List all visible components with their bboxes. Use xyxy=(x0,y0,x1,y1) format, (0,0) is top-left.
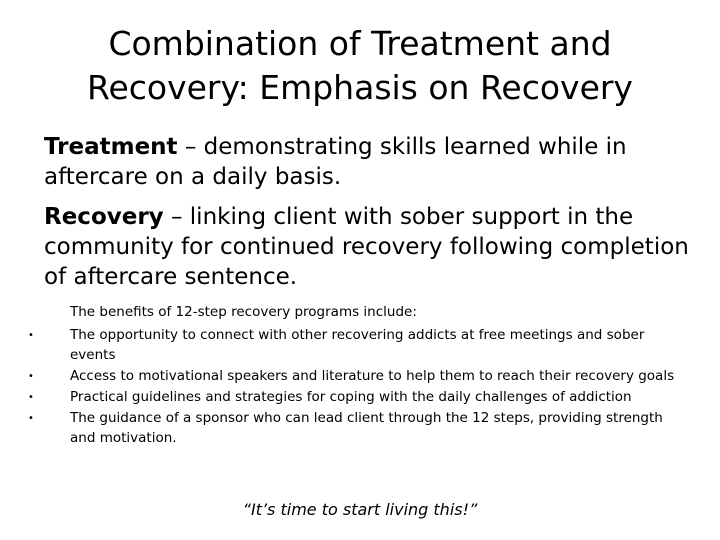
bullet-icon: • xyxy=(28,330,34,341)
benefits-list xyxy=(28,325,688,449)
bullet-icon: • xyxy=(28,392,34,403)
list-item xyxy=(28,387,688,407)
list-item-text: The guidance of a sponsor who can lead client through the 12 steps, providing strength and motivation. xyxy=(70,410,663,446)
treatment-term: Treatment xyxy=(44,134,178,160)
recovery-term: Recovery xyxy=(44,204,164,230)
list-item xyxy=(28,408,688,448)
list-item-text: The opportunity to connect with other recovering addicts at free meetings and sober events xyxy=(70,327,645,363)
treatment-description: – demonstrating skills learned while in aftercare on a daily basis. xyxy=(44,134,627,190)
slide-title xyxy=(0,22,720,110)
slide-title-line-2: Recovery: Emphasis on Recovery xyxy=(87,68,633,107)
list-item-text: Access to motivational speakers and literature to help them to reach their recovery goals xyxy=(70,368,675,384)
bullet-icon: • xyxy=(28,413,34,424)
list-item xyxy=(28,366,688,386)
bullet-icon: • xyxy=(28,371,34,382)
list-item-text: Practical guidelines and strategies for coping with the daily challenges of addiction xyxy=(70,389,632,405)
list-item xyxy=(28,325,688,365)
recovery-paragraph xyxy=(44,202,694,292)
recovery-description: – linking client with sober support in the community for continued recovery following completion of aftercare sentence. xyxy=(44,204,689,290)
closing-quote: “It’s time to start living this!” xyxy=(242,500,478,519)
slide-title-line-1: Combination of Treatment and xyxy=(108,24,612,63)
benefits-heading: The benefits of 12-step recovery programs include: xyxy=(70,304,417,320)
treatment-paragraph xyxy=(44,132,694,192)
